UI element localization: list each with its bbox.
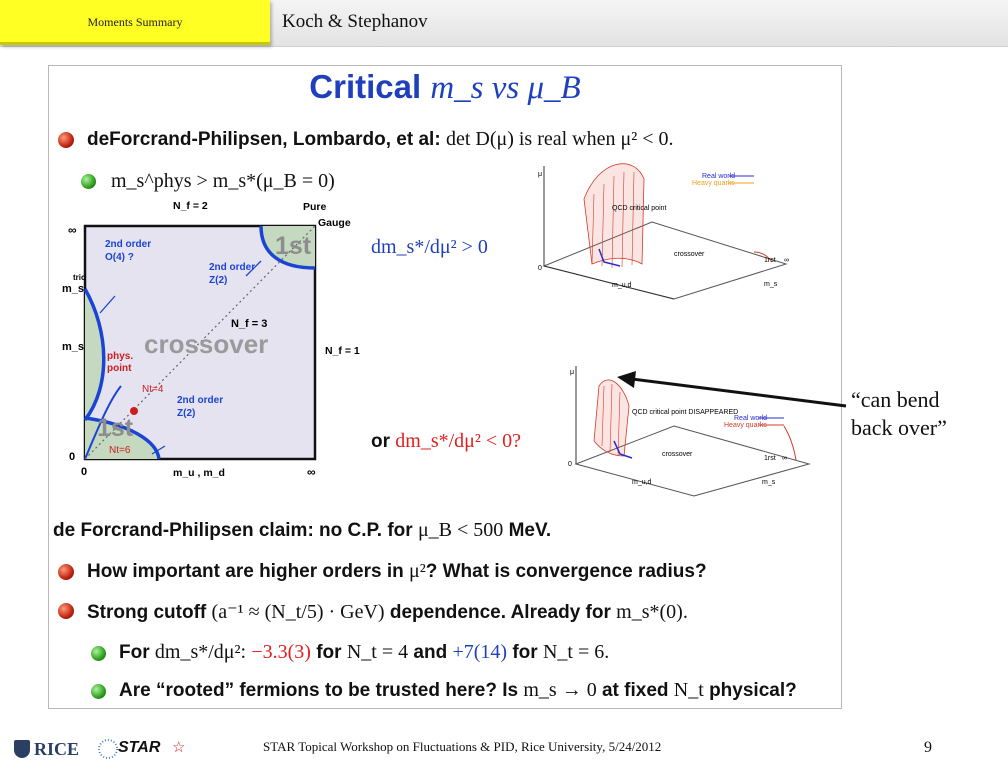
bullet-4a-red-value: −3.3(3) [251, 641, 311, 663]
x-inf-label: ∞ [307, 465, 316, 479]
ms-tric-label: m_s [62, 283, 85, 295]
arrow-head-icon [617, 371, 636, 388]
crossover-3d-label-b: crossover [662, 451, 693, 458]
legend-heavy-quarks: Heavy quarks [692, 180, 735, 187]
bullet-4-end: dependence. Already for [389, 602, 611, 623]
first-3d-label: 1rst [764, 257, 776, 264]
slide-title-math: m_s vs μ_B [430, 70, 581, 106]
bullet-4b-math: m_s → 0 [523, 679, 597, 701]
bullet-4a-blue-value: +7(14) [452, 641, 508, 663]
annotation-text: “can bend back over” [851, 387, 947, 440]
bullet-4b-mid: at fixed [601, 680, 669, 701]
bullet-4b-end: physical? [709, 680, 797, 701]
bullet-4a-math2: N_t = 4 [346, 641, 409, 663]
nt6-label: Nt=6 [109, 445, 131, 456]
bullet-1-text: deForcrand-Philipsen, Lombardo, et al: [87, 129, 441, 150]
first-3d-label-b: 1rst [764, 455, 776, 462]
first-order-heavy-label: 1st [275, 232, 312, 260]
point-label: point [107, 363, 132, 374]
page-number: 9 [924, 739, 932, 756]
legend-heavy-quarks-b: Heavy quarks [724, 422, 767, 429]
ms-3d-label: m_s [764, 281, 778, 288]
positive-slope-math: dm_s*/dμ² > 0 [371, 236, 488, 258]
z2b-label: Z(2) [177, 408, 196, 419]
mu-label-b: μ [570, 369, 575, 376]
bullet-4b-text: Are “rooted” fermions to be trusted here? Is [119, 680, 519, 701]
crossover-3d-label: crossover [674, 251, 705, 258]
negative-slope-math: dm_s*/dμ² < 0? [395, 430, 522, 452]
bullet-4a-math3: N_t = 6. [542, 641, 610, 663]
claim-unit: MeV. [508, 520, 552, 541]
rice-shield-icon [14, 740, 30, 758]
x-zero-label: 0 [81, 466, 88, 478]
claim-text: de Forcrand-Philipsen claim: no C.P. for [53, 520, 413, 541]
inf-3d-label-b: ∞ [782, 455, 787, 462]
zero-label: 0 [538, 265, 542, 272]
ms-3d-label-b: m_s [762, 479, 776, 486]
slide-header-title: Koch & Stephanov [282, 11, 428, 32]
nf3-label: N_f = 3 [231, 318, 268, 330]
bullet-4-math2: m_s*(0). [616, 601, 688, 623]
zero-label-b: 0 [568, 461, 572, 468]
bullet-3-end: ? What is convergence radius? [425, 561, 707, 582]
first-order-light-label: 1st [97, 414, 134, 442]
inf-3d-label: ∞ [784, 257, 789, 264]
arrow-line [632, 379, 846, 406]
or-text: or [371, 431, 390, 452]
rice-logo [14, 739, 79, 760]
phys-label: phys. [107, 351, 134, 362]
bullet-4-text: Strong cutoff [87, 602, 207, 623]
bullet-3-math: μ² [409, 560, 426, 582]
bullet-4a-for2: for [316, 642, 342, 663]
pure-label: Pure [303, 201, 327, 213]
tric-label: tric [73, 273, 86, 282]
mud-label: m_u,d [612, 282, 632, 289]
legend-real-world-b: Real world [734, 415, 768, 422]
qcd-disappeared-label: QCD critical point DISAPPEARED [632, 409, 739, 416]
second-order-o4-label: 2nd order [105, 239, 152, 250]
y-zero-label: 0 [69, 451, 76, 463]
bullet-4a-for: For [119, 642, 150, 663]
star-burst-icon [96, 737, 120, 761]
second-order-z2b-label: 2nd order [177, 395, 224, 406]
mud-label-b: m_u,d [632, 479, 652, 486]
star-logo-text: STAR [118, 739, 161, 756]
o4-label: O(4) ? [105, 252, 134, 263]
footer-text: STAR Topical Workshop on Fluctuations & PID, Rice University, 5/24/2012 [263, 739, 662, 754]
section-tab-label: Moments Summary [87, 15, 183, 29]
nf1-label: N_f = 1 [325, 345, 360, 357]
slide-title-word: Critical [309, 68, 422, 105]
left-inf-label: ∞ [68, 223, 77, 237]
bullet-3-text: How important are higher orders in [87, 561, 404, 582]
bullet-1a-math: m_s^phys > m_s*(μ_B = 0) [111, 170, 335, 192]
second-order-z2-label: 2nd order [209, 262, 256, 273]
gauge-label: Gauge [318, 217, 351, 229]
bullet-1-math: det D(μ) is real when μ² < 0. [445, 128, 674, 150]
x-axis-label: m_u , m_d [173, 467, 225, 479]
nt4-label: Nt=4 [142, 384, 164, 395]
nf2-label: N_f = 2 [173, 200, 208, 212]
star-icon: ☆ [172, 740, 186, 756]
crossover-label: crossover [144, 329, 269, 359]
bullet-4a-for3: for [512, 642, 538, 663]
bullet-4b-math2: N_t [673, 679, 704, 701]
bullet-4-math: (a⁻¹ ≈ (N_t/5) · GeV) [211, 601, 385, 623]
bullet-4a-math1: dm_s*/dμ²: [154, 641, 247, 663]
z2-label: Z(2) [209, 275, 228, 286]
star-logo [96, 737, 188, 761]
rice-logo-text: RICE [34, 739, 80, 759]
qcd-cp-label: QCD critical point [612, 205, 667, 212]
mu-label: μ [538, 171, 543, 178]
bullet-4a-and: and [413, 642, 448, 663]
ms-axis-label: m_s [62, 341, 85, 353]
legend-real-world: Real world [702, 173, 736, 180]
claim-math: μ_B < 500 [417, 519, 504, 541]
